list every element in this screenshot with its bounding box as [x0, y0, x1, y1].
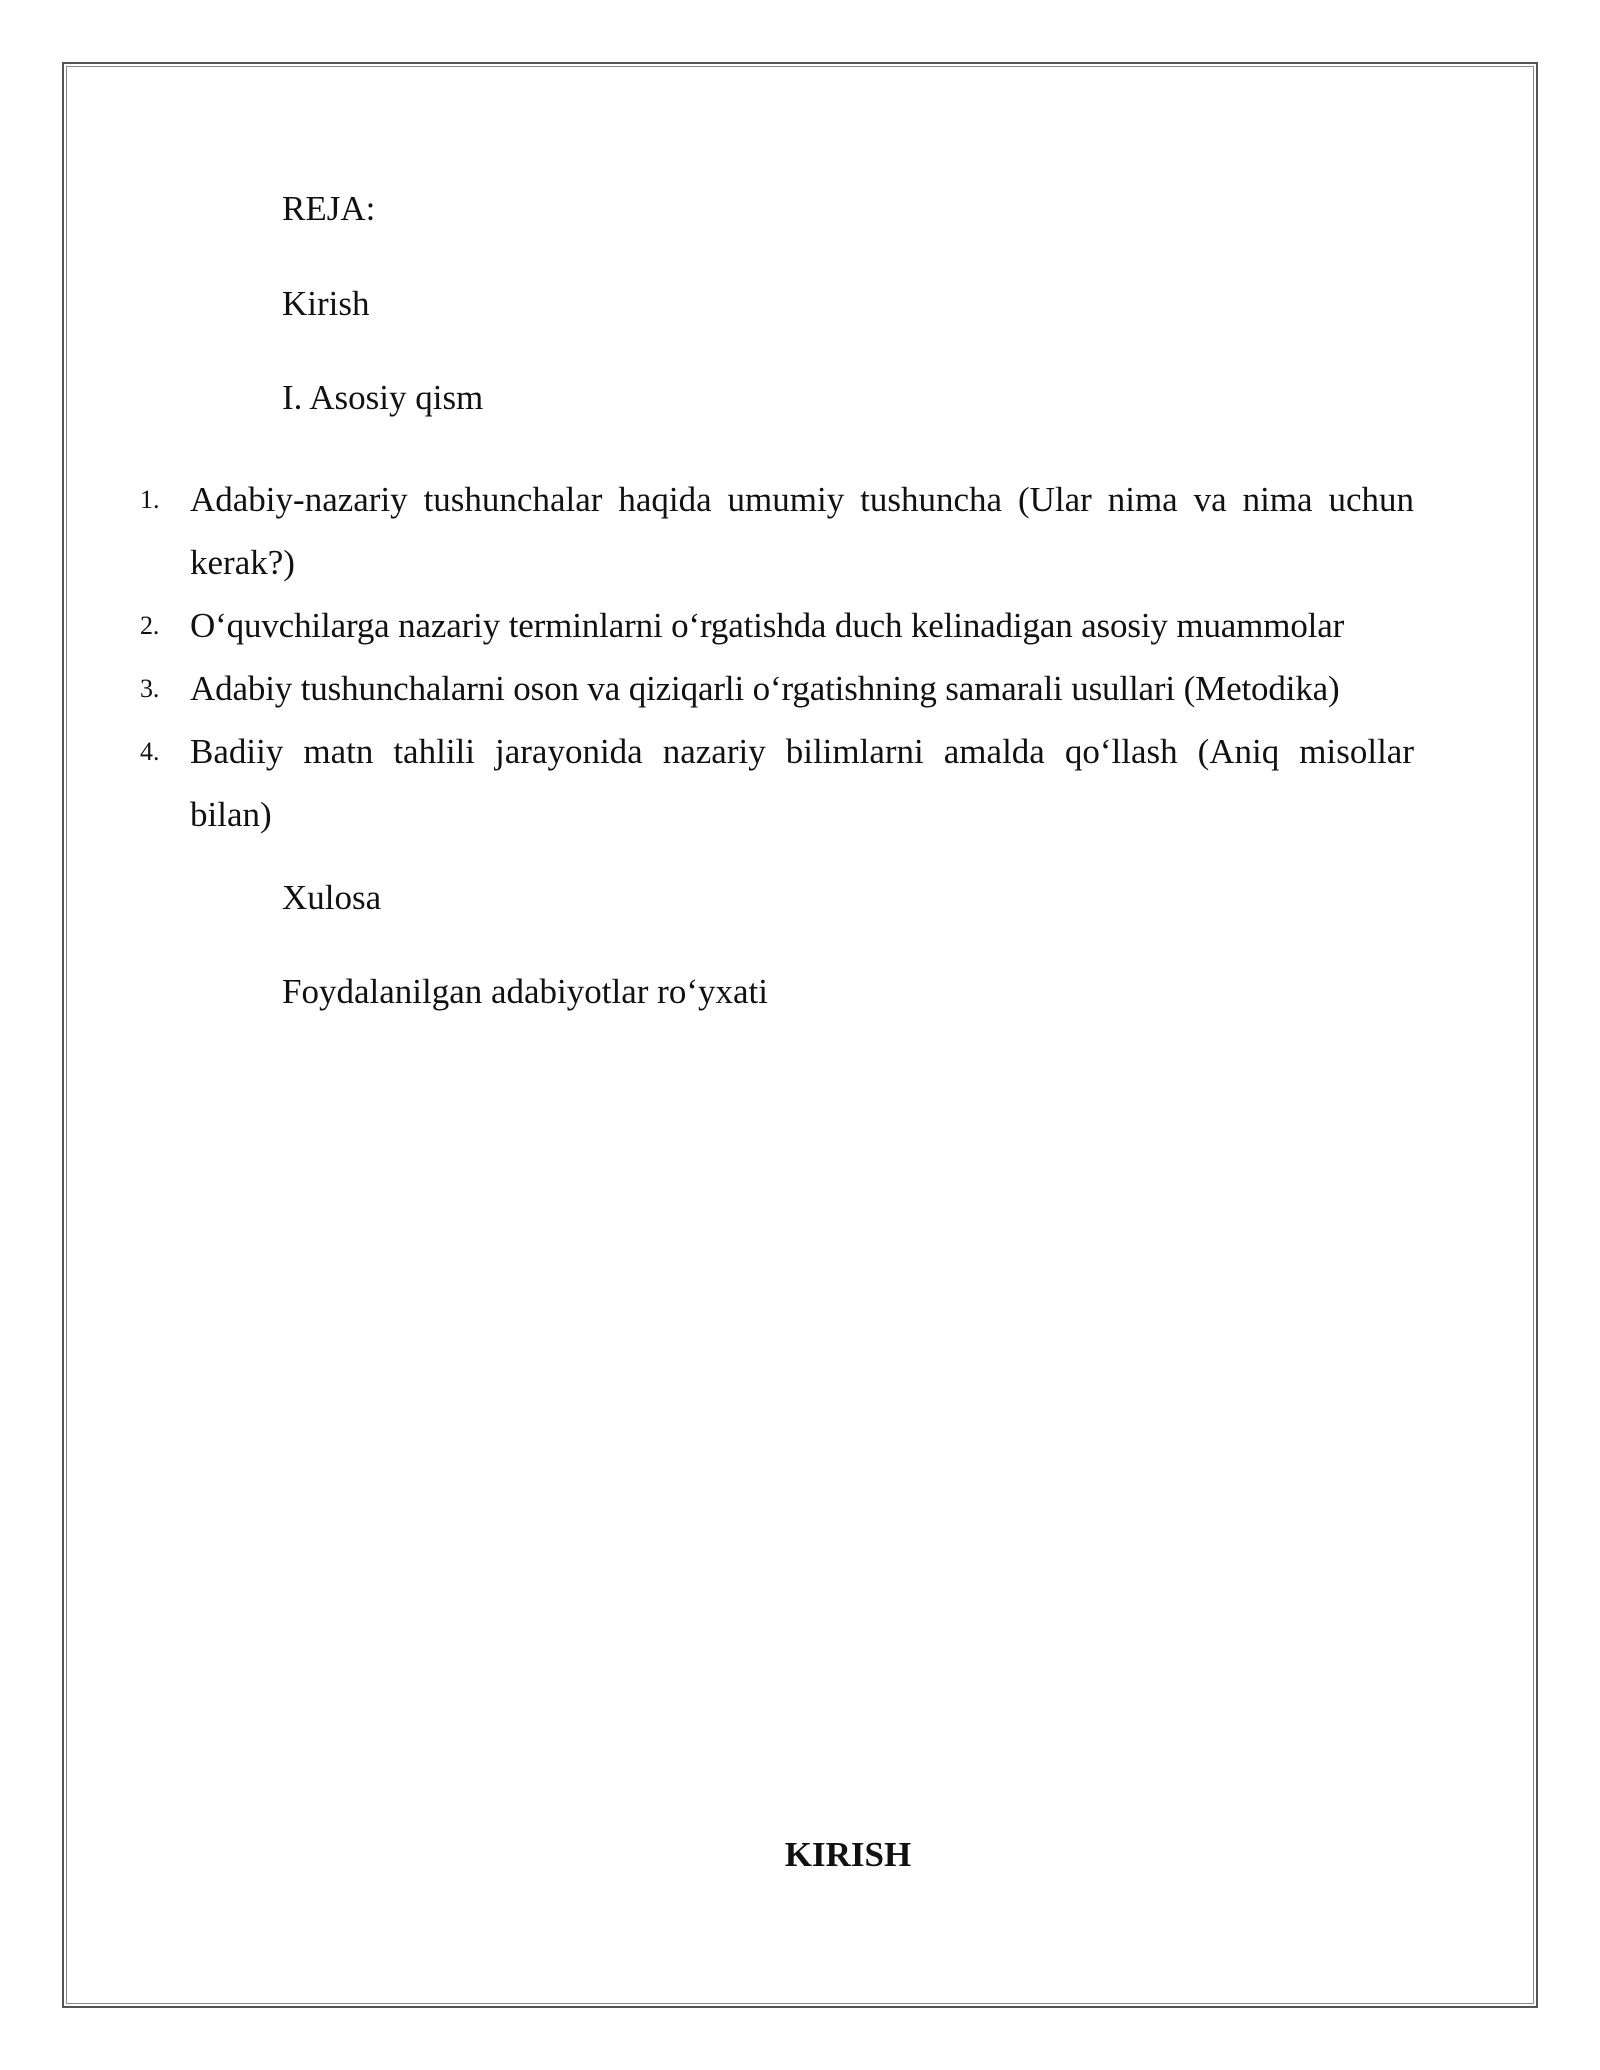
- list-item: [140, 594, 1414, 657]
- list-item-text: Adabiy tushunchalarni oson va qiziqarli o‘rgatishning samarali usullari (Metodika): [190, 669, 1340, 708]
- list-item: [140, 720, 1414, 846]
- list-item-text: O‘quvchilarga nazariy terminlarni o‘rgatishda duch kelinadigan asosiy muammolar: [190, 606, 1345, 645]
- list-number: 4.: [140, 737, 160, 766]
- list-number: 1.: [140, 485, 160, 514]
- document-page: [62, 62, 1538, 2008]
- list-item: [140, 468, 1414, 594]
- list-item: [140, 657, 1414, 720]
- list-number: 3.: [140, 674, 160, 703]
- plan-references: Foydalanilgan adabiyotlar ro‘yxati: [282, 972, 768, 1011]
- plan-introduction: Kirish: [282, 284, 370, 323]
- plan-title: REJA:: [282, 189, 376, 228]
- plan-conclusion: Xulosa: [282, 878, 382, 917]
- list-item-text: Badiiy matn tahlili jarayonida nazariy bilimlarni amalda qo‘llash (Aniq misollar bilan): [190, 732, 1414, 834]
- plan-numbered-list: [140, 468, 1414, 846]
- list-item-text: Adabiy-nazariy tushunchalar haqida umumiy tushuncha (Ular nima va nima uchun kerak?): [190, 480, 1414, 582]
- list-number: 2.: [140, 611, 160, 640]
- plan-main-part: I. Asosiy qism: [282, 378, 484, 417]
- section-heading: KIRISH: [784, 1835, 912, 1874]
